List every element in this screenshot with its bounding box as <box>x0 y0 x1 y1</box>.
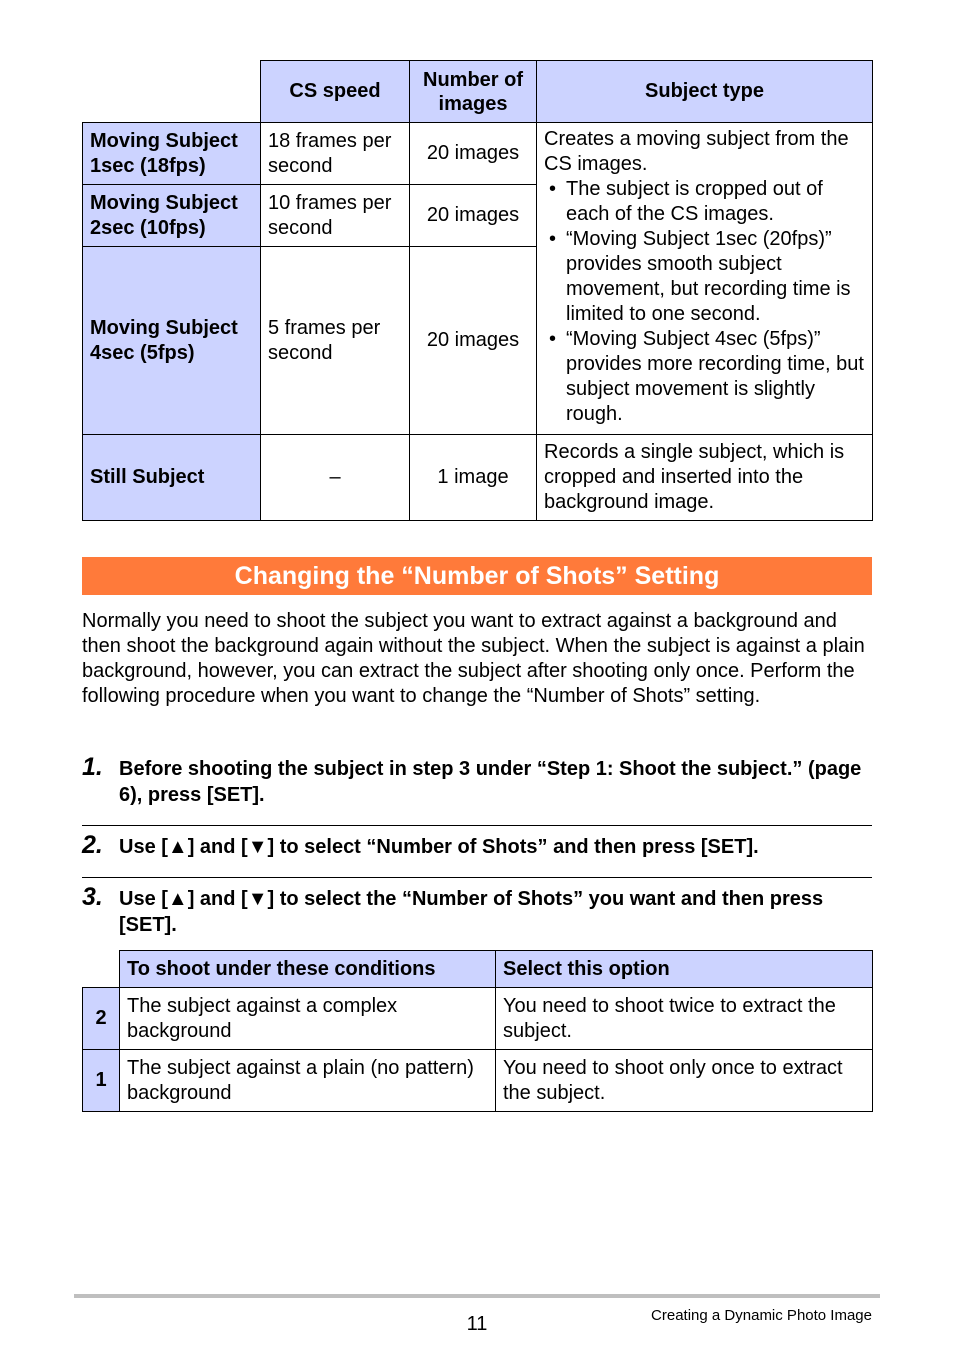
row-images: 20 images <box>410 123 537 185</box>
step-2 <box>82 831 872 860</box>
bullet-item: • The subject is cropped out of each of the CS images. <box>544 177 865 227</box>
row-speed: – <box>261 435 410 521</box>
number-of-shots-table <box>82 950 873 1112</box>
step-number: 2. <box>82 831 103 859</box>
table-corner-blank <box>83 951 120 988</box>
row-speed: 10 frames per second <box>261 185 410 247</box>
condition-cell: The subject against a plain (no pattern) background <box>120 1050 496 1112</box>
moving-subject-intro: Creates a moving subject from the CS images. <box>544 128 849 175</box>
row-name: Moving Subject 2sec (10fps) <box>83 185 261 247</box>
row-name: Moving Subject 1sec (18fps) <box>83 123 261 185</box>
row-images: 20 images <box>410 185 537 247</box>
row-images: 1 image <box>410 435 537 521</box>
divider <box>82 825 872 826</box>
row-speed: 5 frames per second <box>261 247 410 435</box>
step-number: 1. <box>82 753 103 781</box>
step-1 <box>82 753 872 808</box>
row-name: Still Subject <box>83 435 261 521</box>
table-row <box>83 988 873 1050</box>
step-text: Use [▲] and [▼] to select “Number of Shots” and then press [SET]. <box>119 836 759 858</box>
result-cell: You need to shoot twice to extract the subject. <box>496 988 873 1050</box>
table-corner-blank <box>83 61 261 123</box>
page-number: 11 <box>466 1313 488 1335</box>
table-row <box>83 435 873 521</box>
intro-paragraph: Normally you need to shoot the subject you want to extract against a background and then shoot the background again without the subject. When the subject is against a plain background, however, you can extract the subject after shooting only once. Perform the following procedure when you want to change the “Number of Shots” setting. <box>82 610 865 707</box>
divider <box>82 877 872 878</box>
section-title: Changing the “Number of Shots” Setting <box>82 557 872 595</box>
row-speed: 18 frames per second <box>261 123 410 185</box>
footer-rule <box>74 1294 880 1298</box>
header-number-of-images: Number of images <box>410 61 537 123</box>
header-subject-type: Subject type <box>537 61 873 123</box>
step-number: 3. <box>82 883 103 911</box>
header-cs-speed: CS speed <box>261 61 410 123</box>
condition-cell: The subject against a complex background <box>120 988 496 1050</box>
row-name: Moving Subject 4sec (5fps) <box>83 247 261 435</box>
step-text: Before shooting the subject in step 3 under “Step 1: Shoot the subject.” (page 6), press [SET]. <box>119 758 862 806</box>
bullet-item: • “Moving Subject 1sec (20fps)” provides smooth subject movement, but recording time is limited to one second. <box>544 227 865 327</box>
option-value: 1 <box>83 1050 120 1112</box>
bullet-item: • “Moving Subject 4sec (5fps)” provides more recording time, but subject movement is slightly rough. <box>544 327 865 427</box>
still-subject-description: Records a single subject, which is cropped and inserted into the background image. <box>537 435 873 521</box>
result-cell: You need to shoot only once to extract the subject. <box>496 1050 873 1112</box>
header-conditions: To shoot under these conditions <box>120 951 496 988</box>
cs-speed-table <box>82 60 873 521</box>
header-option: Select this option <box>496 951 873 988</box>
step-text: Use [▲] and [▼] to select the “Number of Shots” you want and then press [SET]. <box>119 888 824 936</box>
row-images: 20 images <box>410 247 537 435</box>
moving-subject-description <box>537 123 873 435</box>
table-row <box>83 1050 873 1112</box>
option-value: 2 <box>83 988 120 1050</box>
moving-subject-bullets <box>544 177 865 427</box>
footer-title: Creating a Dynamic Photo Image <box>651 1307 872 1324</box>
table-row <box>83 123 873 185</box>
step-3 <box>82 883 872 938</box>
